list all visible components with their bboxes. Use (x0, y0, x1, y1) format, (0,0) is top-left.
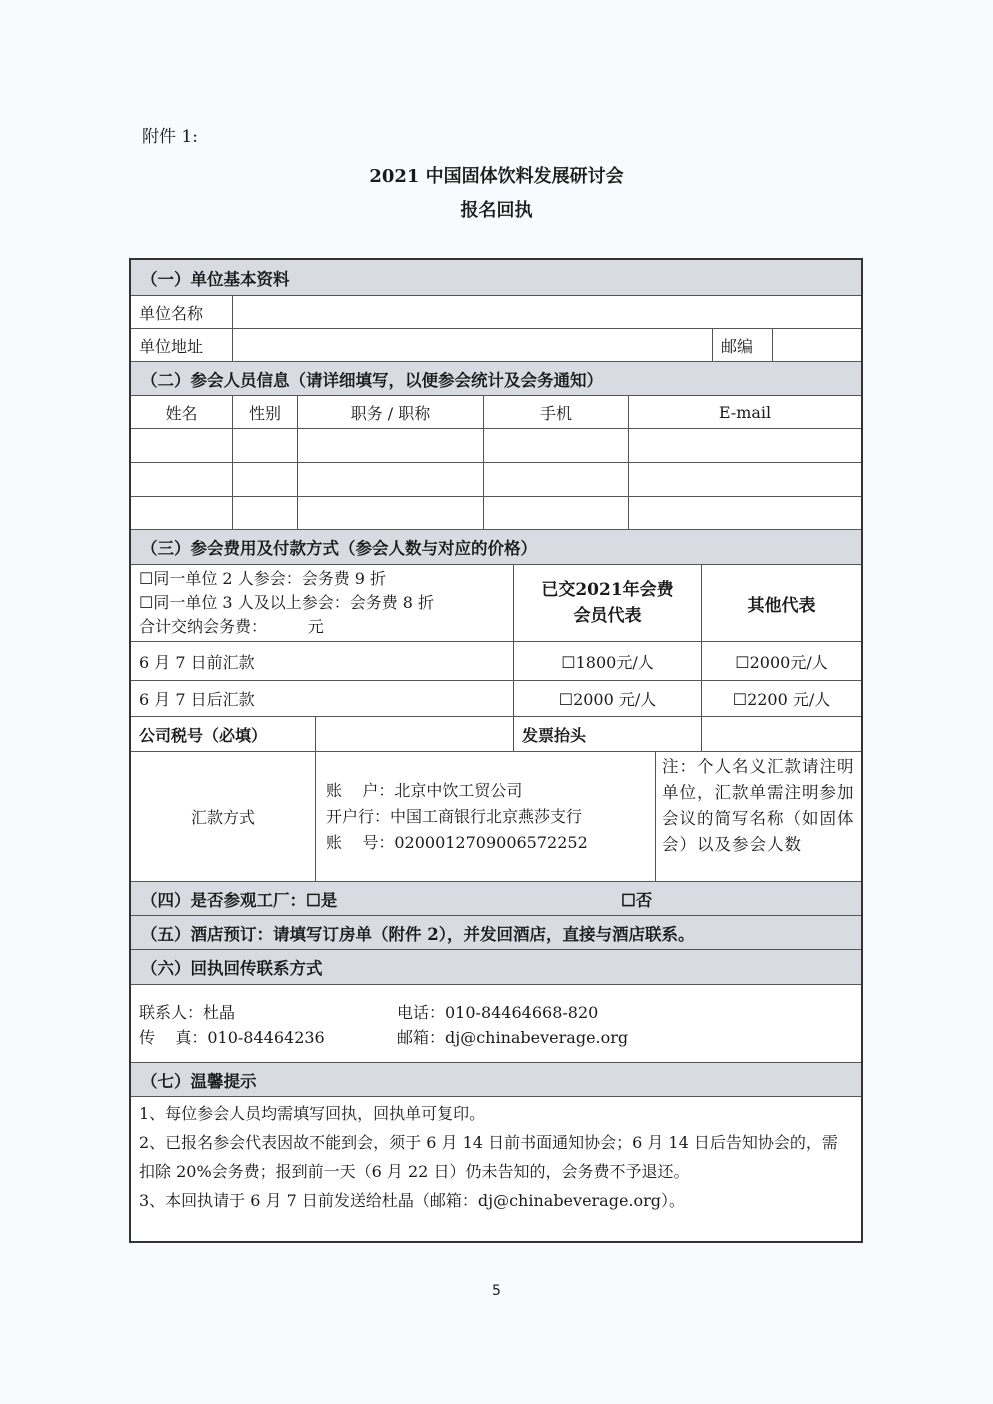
attendee-mobile-input[interactable] (484, 497, 629, 529)
after-member-price[interactable]: ☐2000 元/人 (514, 681, 702, 716)
attendee-name-input[interactable] (131, 429, 233, 462)
factory-visit-yes[interactable]: （四）是否参观工厂：☐是 (141, 890, 338, 910)
section4-row (131, 882, 861, 916)
col-gender: 性别 (233, 396, 298, 428)
section1-heading: （一）单位基本资料 (131, 260, 861, 296)
attendee-row (131, 463, 861, 497)
member-header (514, 565, 702, 641)
remittance-row (131, 752, 861, 882)
invoice-title-input[interactable] (702, 717, 861, 751)
account-name: 账 户：北京中饮工贸公司 (326, 780, 523, 800)
member-header-line1: 已交2021年会费 (541, 580, 674, 600)
col-title: 职务 / 职称 (298, 396, 484, 428)
attendee-gender-input[interactable] (233, 497, 298, 529)
discount-option-3-people[interactable]: ☐同一单位 3 人及以上参会：会务费 8 折 (139, 593, 435, 612)
account-number: 账 号：0200012709006572252 (326, 832, 588, 852)
fee-header-row (131, 565, 861, 642)
attendee-gender-input[interactable] (233, 429, 298, 462)
total-fee-label: 合计交纳会务费： 元 (139, 617, 324, 636)
document-title-text: 2021 中国固体饮料发展研讨会 (369, 166, 624, 187)
member-header-line2: 会员代表 (573, 606, 642, 626)
discount-options (131, 565, 514, 641)
postcode-input[interactable] (773, 329, 861, 361)
document-title (0, 162, 993, 188)
org-name-input[interactable] (233, 296, 861, 328)
after-deadline-row (131, 681, 861, 717)
col-mobile: 手机 (484, 396, 629, 428)
attendee-gender-input[interactable] (233, 463, 298, 496)
contact-info (131, 985, 636, 1062)
org-name-row (131, 296, 861, 329)
contact-fax: 传 真：010-84464236 (139, 1027, 325, 1047)
discount-option-2-people[interactable]: ☐同一单位 2 人参会：会务费 9 折 (139, 569, 387, 588)
contact-row (131, 985, 861, 1063)
section7-heading: （七）温馨提示 (131, 1063, 861, 1097)
org-address-input[interactable] (233, 329, 713, 361)
tip-item: 3、本回执请于 6 月 7 日前发送给杜晶（邮箱：dj@chinabeverage.org）。 (139, 1191, 686, 1210)
attendee-title-input[interactable] (298, 429, 484, 462)
attendee-email-input[interactable] (629, 463, 861, 496)
contact-email[interactable]: 邮箱：dj@chinabeverage.org (397, 1027, 629, 1047)
section3-heading: （三）参会费用及付款方式（参会人数与对应的价格） (131, 530, 861, 565)
document-subtitle-text: 报名回执 (460, 200, 533, 221)
attendee-title-input[interactable] (298, 463, 484, 496)
factory-visit-no[interactable]: ☐否 (621, 890, 653, 910)
tips-list (131, 1097, 861, 1241)
attendee-name-input[interactable] (131, 463, 233, 496)
org-address-row (131, 329, 861, 362)
attendee-row (131, 497, 861, 530)
before-deadline-label: 6 月 7 日前汇款 (131, 642, 514, 680)
attendee-header-row (131, 396, 861, 429)
attendee-email-input[interactable] (629, 497, 861, 529)
after-other-price[interactable]: ☐2200 元/人 (732, 690, 831, 709)
attendee-row (131, 429, 861, 463)
tax-id-label: 公司税号（必填） (131, 717, 316, 751)
after-deadline-label: 6 月 7 日后汇款 (131, 681, 514, 716)
remittance-label: 汇款方式 (131, 752, 316, 881)
tips-row (131, 1097, 861, 1241)
registration-form (129, 258, 863, 1243)
document-subtitle (0, 196, 993, 222)
attachment-label: 附件 1: (142, 127, 198, 147)
bank-name: 开户行：中国工商银行北京燕莎支行 (326, 806, 583, 826)
tip-item: 2、已报名参会代表因故不能到会，须于 6 月 14 日前书面通知协会；6 月 14 日后告知协会的，需扣除 20%会务费；报到前一天（6 月 22 日）仍未告知的，会务费不予退还。 (139, 1133, 838, 1181)
bank-details (316, 752, 656, 881)
tax-invoice-row (131, 717, 861, 752)
invoice-title-label: 发票抬头 (514, 717, 702, 751)
attendee-email-input[interactable] (629, 429, 861, 462)
contact-person: 联系人：杜晶 (139, 1002, 236, 1022)
attendee-mobile-input[interactable] (484, 429, 629, 462)
section5-heading: （五）酒店预订：请填写订房单（附件 2），并发回酒店，直接与酒店联系。 (131, 916, 861, 950)
tax-id-input[interactable] (316, 717, 514, 751)
attendee-title-input[interactable] (298, 497, 484, 529)
page-number: 5 (492, 1283, 501, 1299)
attendee-name-input[interactable] (131, 497, 233, 529)
before-other-price[interactable]: ☐2000元/人 (735, 652, 828, 672)
remittance-note: 注：个人名义汇款请注明单位，汇款单需注明参加会议的简写名称（如固体会）以及参会人数 (662, 757, 855, 854)
tip-item: 1、每位参会人员均需填写回执，回执单可复印。 (139, 1104, 486, 1123)
postcode-label: 邮编 (713, 329, 773, 361)
section2-heading: （二）参会人员信息（请详细填写，以便参会统计及会务通知） (131, 362, 861, 396)
col-name: 姓名 (131, 396, 233, 428)
col-email: E-mail (718, 402, 772, 422)
before-member-price[interactable]: ☐1800元/人 (514, 642, 702, 680)
other-header: 其他代表 (747, 595, 816, 616)
contact-phone: 电话：010-84464668-820 (397, 1002, 599, 1022)
before-deadline-row (131, 642, 861, 681)
org-address-label: 单位地址 (131, 329, 233, 361)
org-name-label: 单位名称 (131, 296, 233, 328)
section6-heading: （六）回执回传联系方式 (131, 950, 861, 985)
attendee-mobile-input[interactable] (484, 463, 629, 496)
